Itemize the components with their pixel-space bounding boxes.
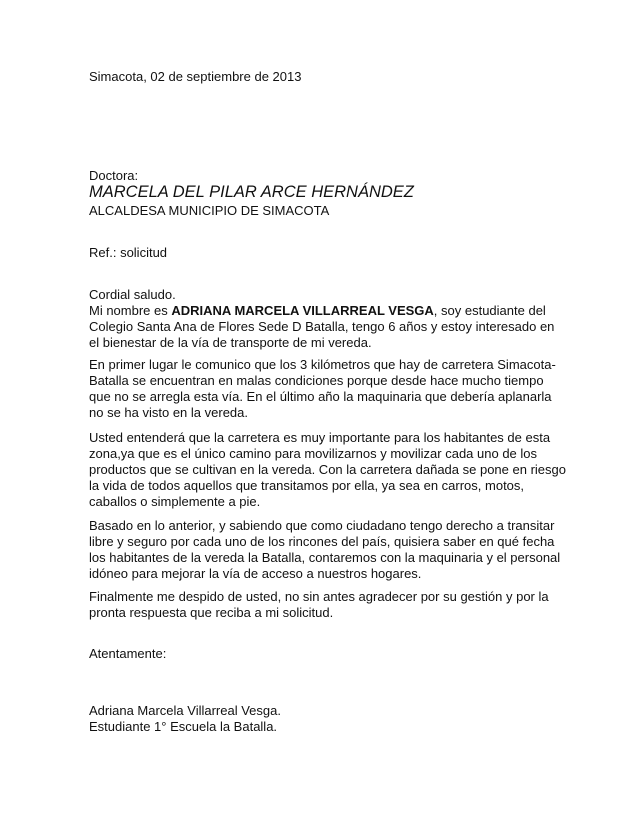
- recipient-salutation: Doctora:: [89, 168, 139, 183]
- paragraph-2-line: En primer lugar le comunico que los 3 kilómetros que hay de carretera Simacota-: [89, 357, 556, 372]
- paragraph-4-line: Basado en lo anterior, y sabiendo que como ciudadano tengo derecho a transitar: [89, 518, 555, 533]
- paragraph-5-line: Finalmente me despido de usted, no sin antes agradecer por su gestión y por la: [89, 589, 549, 604]
- paragraph-4-line: los habitantes de la vereda la Batalla, contaremos con la maquinaria y el personal: [89, 550, 561, 565]
- signature-name: Adriana Marcela Villarreal Vesga.: [89, 703, 281, 718]
- paragraph-1-line-1: [89, 303, 546, 319]
- closing: Atentamente:: [89, 646, 167, 661]
- paragraph-1-line-2: Colegio Santa Ana de Flores Sede D Batalla, tengo 6 años y estoy interesado en: [89, 319, 555, 334]
- paragraph-1-line-3: el bienestar de la vía de transporte de mi vereda.: [89, 335, 372, 350]
- paragraph-2-line: no se ha visto en la vereda.: [89, 405, 248, 420]
- paragraph-3-line: caballos o simplemente a pie.: [89, 494, 261, 509]
- paragraph-3-line: Usted entenderá que la carretera es muy importante para los habitantes de esta: [89, 430, 551, 445]
- student-name-bold: ADRIANA MARCELA VILLARREAL VESGA: [171, 303, 434, 318]
- paragraph-4-line: idóneo para mejorar la vía de acceso a nuestros hogares.: [89, 566, 422, 581]
- intro-text-end: , soy estudiante del: [433, 303, 546, 318]
- recipient-title: ALCALDESA MUNICIPIO DE SIMACOTA: [89, 203, 330, 218]
- paragraph-2-line: que no se arregla esta vía. En el último año la maquinaria que debería aplanarla: [89, 389, 552, 404]
- place-date: Simacota, 02 de septiembre de 2013: [89, 69, 302, 84]
- paragraph-2-line: Batalla se encuentran en malas condiciones porque desde hace mucho tiempo: [89, 373, 544, 388]
- paragraph-3-line: zona,ya que es el único camino para movilizarnos y movilizar cada uno de los: [89, 446, 538, 461]
- signature-role: Estudiante 1° Escuela la Batalla.: [89, 719, 278, 734]
- paragraph-3-line: productos que se cultivan en la vereda. Con la carretera dañada se pone en riesgo: [89, 462, 566, 477]
- paragraph-3-line: la vida de todos aquellos que transitamos por ella, ya sea en carros, motos,: [89, 478, 525, 493]
- paragraph-4-line: libre y seguro por cada uno de los rincones del país, quisiera saber en qué fecha: [89, 534, 555, 549]
- recipient-name: MARCELA DEL PILAR ARCE HERNÁNDEZ: [89, 183, 414, 201]
- paragraph-5-line: pronta respuesta que reciba a mi solicitud.: [89, 605, 334, 620]
- reference: Ref.: solicitud: [89, 245, 168, 260]
- intro-text: Mi nombre es: [89, 303, 172, 318]
- greeting: Cordial saludo.: [89, 287, 176, 302]
